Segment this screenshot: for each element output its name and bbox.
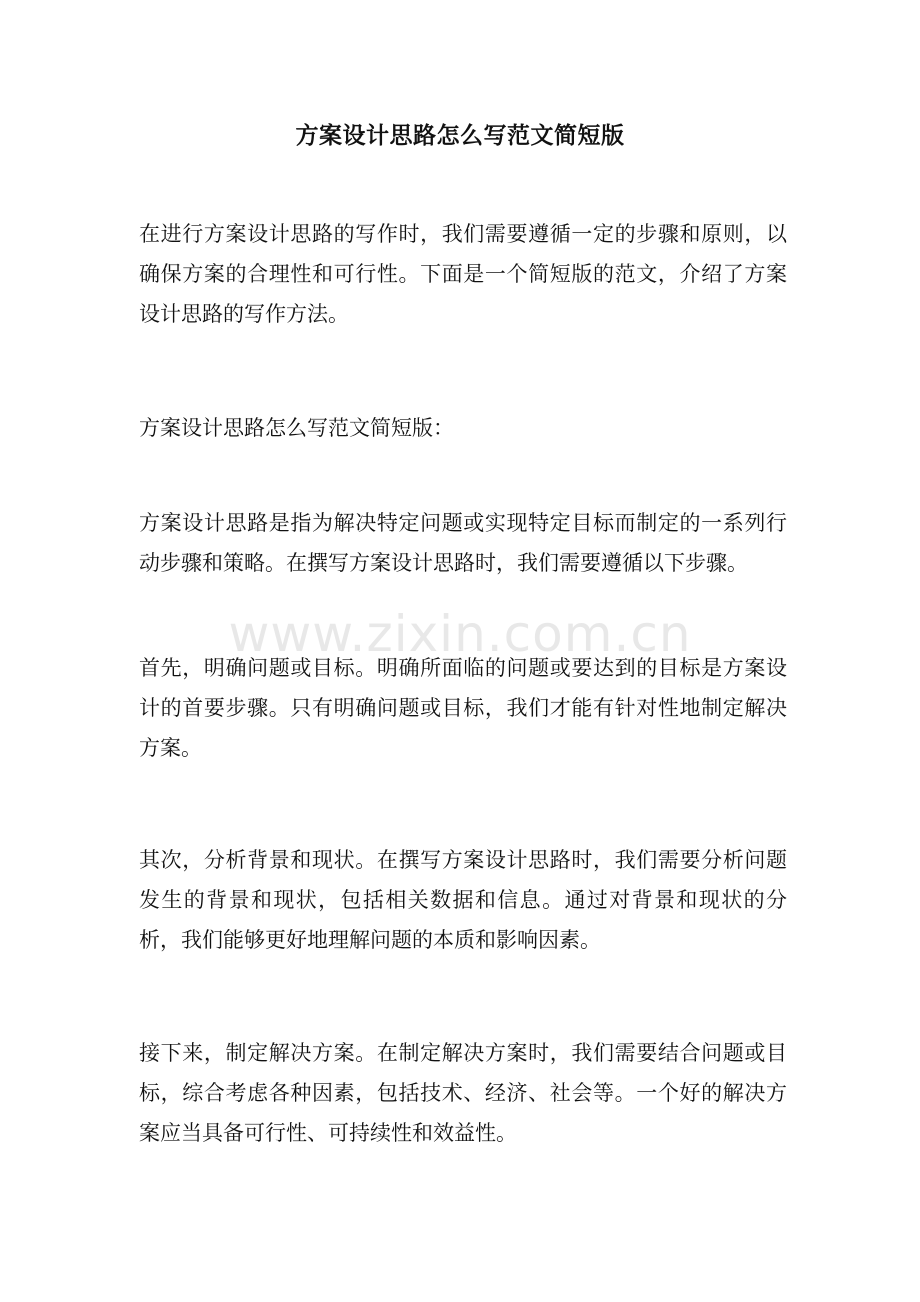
- paragraph-step-2: 其次，分析背景和现状。在撰写方案设计思路时，我们需要分析问题发生的背景和现状，包括相关数据和信息。通过对背景和现状的分析，我们能够更好地理解问题的本质和影响因素。: [139, 848, 787, 952]
- paragraph-definition: 方案设计思路是指为解决特定问题或实现特定目标而制定的一系列行动步骤和策略。在撰写方案设计思路时，我们需要遵循以下步骤。: [139, 511, 787, 575]
- paragraph-intro: 在进行方案设计思路的写作时，我们需要遵循一定的步骤和原则，以确保方案的合理性和可行性。下面是一个简短版的范文，介绍了方案设计思路的写作方法。: [139, 222, 787, 326]
- paragraph-step-3: 接下来，制定解决方案。在制定解决方案时，我们需要结合问题或目标，综合考虑各种因素，包括技术、经济、社会等。一个好的解决方案应当具备可行性、可持续性和效益性。: [139, 1041, 787, 1145]
- paragraph-heading: 方案设计思路怎么写范文简短版：: [139, 416, 454, 440]
- document-title: 方案设计思路怎么写范文简短版: [295, 122, 625, 149]
- paragraph-step-1: 首先，明确问题或目标。明确所面临的问题或要达到的目标是方案设计的首要步骤。只有明确问题或目标，我们才能有针对性地制定解决方案。: [139, 656, 787, 760]
- watermark-text: www.zixin.com.cn: [228, 605, 692, 663]
